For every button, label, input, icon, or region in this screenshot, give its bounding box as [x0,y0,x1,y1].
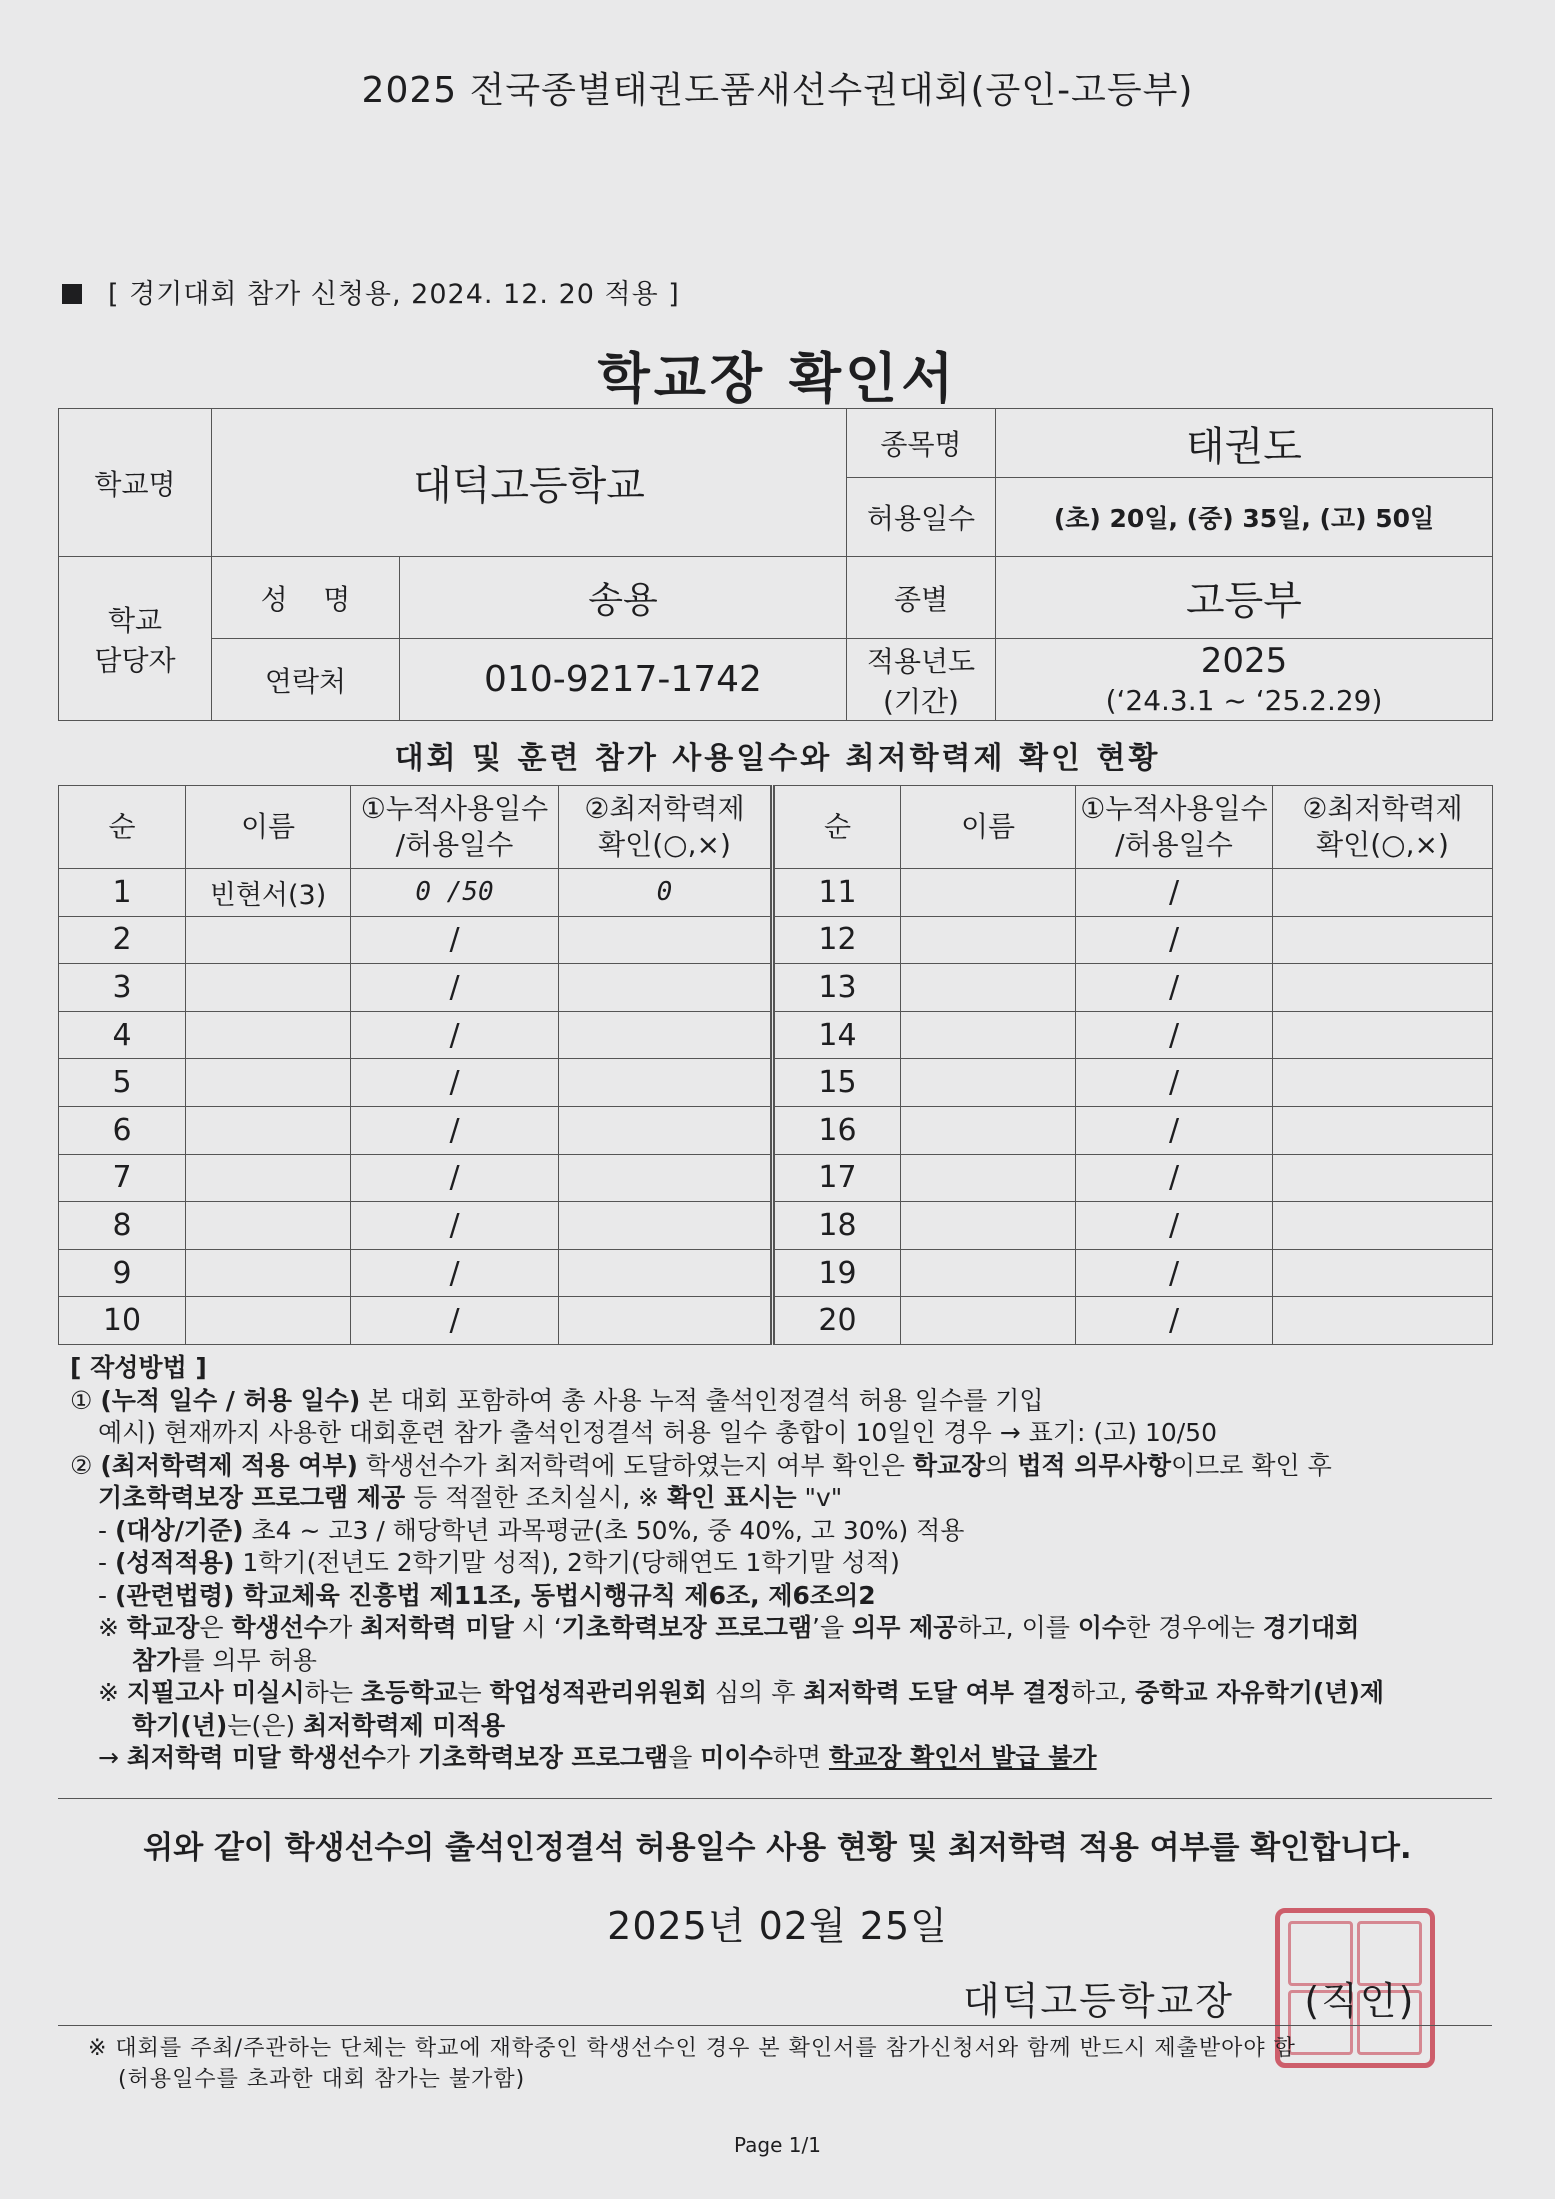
athlete-name [901,1106,1076,1154]
row-number: 17 [773,1154,901,1202]
min-academic-check [559,1011,773,1059]
row-number: 10 [59,1297,186,1345]
table-row [59,1297,1493,1345]
min-academic-check [1273,1249,1493,1297]
row-number: 6 [59,1106,186,1154]
athlete-name [901,1154,1076,1202]
days-used: / [351,1297,559,1345]
athlete-name [186,1297,351,1345]
min-academic-check [559,964,773,1012]
days-used: / [351,1249,559,1297]
table-row [59,1249,1493,1297]
header-name: 이름 [901,786,1076,869]
guide-line: 기초학력보장 프로그램 제공 등 적절한 조치실시, ※ 확인 표시는 "v" [98,1483,843,1512]
guide-line: ① (누적 일수 / 허용 일수) 본 대회 포함하여 총 사용 누적 출석인정결석 허용 일수를 기입 [70,1385,1044,1415]
usage-note [62,272,680,311]
row-number: 15 [773,1059,901,1107]
school-info-table [58,408,1493,721]
header-days: ①누적사용일수 /허용일수 [1076,786,1273,869]
contact-label: 연락처 [212,639,400,721]
athlete-name: 빈현서(3) [186,869,351,917]
table-row [59,1202,1493,1250]
days-used: / [1076,869,1273,917]
row-number: 13 [773,964,901,1012]
days-used: / [1076,1249,1273,1297]
confirmation-statement: 위와 같이 학생선수의 출석인정결석 허용일수 사용 현황 및 최저학력 적용 여부를 확인합니다. [143,1830,1412,1866]
footnote-line-2: (허용일수를 초과한 대회 참가는 불가함) [118,2066,526,2092]
athlete-name [186,1059,351,1107]
days-used: / [351,1202,559,1250]
days-used: / [1076,1011,1273,1059]
days-used: / [351,1059,559,1107]
allowed-days-label: 허용일수 [847,478,996,557]
days-used: / [351,1154,559,1202]
roster-table [58,785,1493,1345]
table-row [59,964,1493,1012]
min-academic-check [1273,1297,1493,1345]
athlete-name [186,964,351,1012]
row-number: 18 [773,1202,901,1250]
days-used: / [351,964,559,1012]
school-name-label: 학교명 [59,409,212,557]
row-number: 3 [59,964,186,1012]
row-number: 14 [773,1011,901,1059]
athlete-name [901,916,1076,964]
guide-line: ② (최저학력제 적용 여부) 학생선수가 최저학력에 도달하였는지 여부 확인은 학교장의 법적 의무사항이므로 확인 후 [70,1450,1332,1480]
guide-line: - (성적적용) 1학기(전년도 2학기말 성적), 2학기(당해연도 1학기말 성적) [98,1548,900,1577]
guide-line: - (대상/기준) 초4 ~ 고3 / 해당학년 과목평균(초 50%, 중 40%, 고 30%) 적용 [98,1515,965,1545]
min-academic-check [559,1059,773,1107]
days-used: / [1076,916,1273,964]
row-number: 12 [773,916,901,964]
guide-title: [ 작성방법 ] [70,1353,207,1382]
row-number: 8 [59,1202,186,1250]
year-value: 2025 (‘24.3.1 ~ ‘25.2.29) [996,639,1493,721]
min-academic-check: 0 [559,869,773,917]
event-label: 종목명 [847,409,996,478]
event-value: 태권도 [996,409,1493,478]
issue-date: 2025년 02월 25일 [607,1904,948,1948]
row-number: 9 [59,1249,186,1297]
table-row [59,916,1493,964]
footnote [88,2034,1488,2096]
days-used: 0 /50 [351,869,559,917]
division-value: 고등부 [996,557,1493,639]
athlete-name [901,1297,1076,1345]
athlete-name [901,869,1076,917]
usage-note-text: [ 경기대회 참가 신청용, 2024. 12. 20 적용 ] [108,279,680,310]
athlete-name [186,1202,351,1250]
guide-line: ※ 학교장은 학생선수가 최저학력 미달 시 ‘기초학력보장 프로그램’을 의무 제공하고, 이를 이수한 경우에는 경기대회 [98,1613,1360,1642]
athlete-name [901,964,1076,1012]
header-no: 순 [773,786,901,869]
row-number: 20 [773,1297,901,1345]
square-bullet-icon [62,284,82,304]
days-used: / [351,1106,559,1154]
staff-label: 학교 담당자 [59,557,212,721]
row-number: 5 [59,1059,186,1107]
days-used: / [1076,1154,1273,1202]
min-academic-check [1273,1059,1493,1107]
days-used: / [351,1011,559,1059]
row-number: 16 [773,1106,901,1154]
min-academic-check [1273,1202,1493,1250]
header-days: ①누적사용일수 /허용일수 [351,786,559,869]
principal-signature-line: 대덕고등학교장 (직인) [963,1979,1416,2023]
guide-line: ※ 지필고사 미실시하는 초등학교는 학업성적관리위원회 심의 후 최저학력 도달 여부 결정하고, 중학교 자유학기(년)제 [98,1678,1385,1707]
staff-name-value: 송용 [400,557,847,639]
days-used: / [1076,1106,1273,1154]
guide-line: → 최저학력 미달 학생선수가 기초학력보장 프로그램을 미이수하면 학교장 확인서 발급 불가 [98,1743,1097,1772]
document-title: 학교장 확인서 [597,347,958,410]
min-academic-check [559,1202,773,1250]
athlete-name [186,1154,351,1202]
athlete-name [901,1249,1076,1297]
min-academic-check [559,1297,773,1345]
athlete-name [901,1202,1076,1250]
roster-section-title: 대회 및 훈련 참가 사용일수와 최저학력제 확인 현황 [394,741,1161,776]
min-academic-check [1273,916,1493,964]
min-academic-check [559,1106,773,1154]
days-used: / [1076,964,1273,1012]
athlete-name [901,1059,1076,1107]
table-row [59,869,1493,917]
table-row [59,1106,1493,1154]
guide-line: 학기(년)는(은) 최저학력제 미적용 [132,1710,505,1740]
days-used: / [1076,1297,1273,1345]
page-number: Page 1/1 [734,2133,821,2157]
min-academic-check [559,1154,773,1202]
min-academic-check [559,1249,773,1297]
school-name-value: 대덕고등학교 [212,409,847,557]
min-academic-check [1273,1154,1493,1202]
guide-line: 예시) 현재까지 사용한 대회훈련 참가 출석인정결석 허용 일수 총합이 10일인 경우 → 표기: (고) 10/50 [98,1418,1217,1447]
header-name: 이름 [186,786,351,869]
row-number: 4 [59,1011,186,1059]
days-used: / [351,916,559,964]
row-number: 11 [773,869,901,917]
footnote-line-1: ※ 대회를 주최/주관하는 단체는 학교에 재학중인 학생선수인 경우 본 확인서를 참가신청서와 함께 반드시 제출받아야 함 [88,2036,1296,2061]
division-label: 종별 [847,557,996,639]
staff-name-label: 성 명 [212,557,400,639]
min-academic-check [1273,964,1493,1012]
table-row [59,1154,1493,1202]
header-min-academic: ②최저학력제 확인(○,×) [1273,786,1493,869]
header-no: 순 [59,786,186,869]
row-number: 19 [773,1249,901,1297]
contact-value: 010-9217-1742 [400,639,847,721]
athlete-name [186,1011,351,1059]
athlete-name [901,1011,1076,1059]
days-used: / [1076,1059,1273,1107]
min-academic-check [1273,869,1493,917]
athlete-name [186,1249,351,1297]
guide-line: - (관련법령) 학교체육 진흥법 제11조, 동법시행규칙 제6조, 제6조의2 [98,1580,876,1610]
athlete-name [186,1106,351,1154]
allowed-days-value: (초) 20일, (중) 35일, (고) 50일 [996,478,1493,557]
guide-line: 참가를 의무 허용 [132,1645,317,1675]
min-academic-check [1273,1011,1493,1059]
table-row [59,1059,1493,1107]
year-label: 적용년도 (기간) [847,639,996,721]
row-number: 1 [59,869,186,917]
divider [58,1798,1492,1799]
min-academic-check [559,916,773,964]
min-academic-check [1273,1106,1493,1154]
event-title: 2025 전국종별태권도품새선수권대회(공인-고등부) [361,70,1194,111]
writing-guide [70,1352,1500,1775]
days-used: / [1076,1202,1273,1250]
table-row [59,1011,1493,1059]
row-number: 7 [59,1154,186,1202]
header-min-academic: ②최저학력제 확인(○,×) [559,786,773,869]
athlete-name [186,916,351,964]
row-number: 2 [59,916,186,964]
divider [58,2025,1492,2026]
